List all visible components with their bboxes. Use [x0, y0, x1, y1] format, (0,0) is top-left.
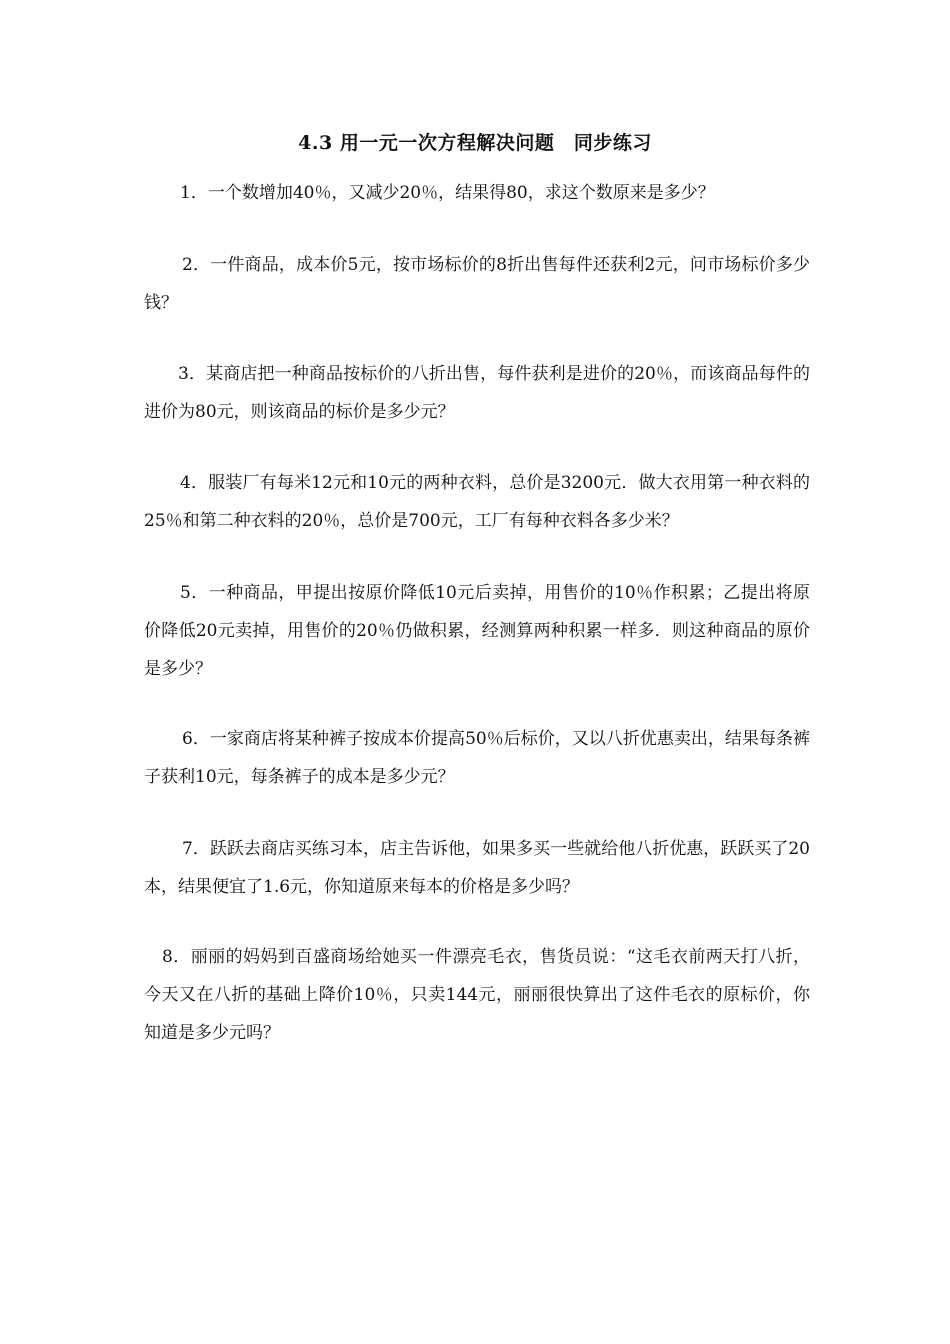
question-2: 2．一件商品，成本价5元，按市场标价的8折出售每件还获利2元，问市场标价多少钱？: [144, 255, 810, 313]
question-7: 7．跃跃去商店买练习本，店主告诉他，如果多买一些就给他八折优惠，跃跃买了20本，结果便宜了1.6元，你知道原来每本的价格是多少吗？: [144, 839, 810, 897]
question-4: 4．服装厂有每米12元和10元的两种衣料，总价是3200元．做大衣用第一种衣料的25％和第二种衣料的20％，总价是700元，工厂有每种衣料各多少米？: [144, 473, 810, 531]
question-3: 3．某商店把一种商品按标价的八折出售，每件获利是进价的20％，而该商品每件的进价为80元，则该商品的标价是多少元？: [144, 364, 810, 422]
question-6: 6．一家商店将某种裤子按成本价提高50％后标价，又以八折优惠卖出，结果每条裤子获利10元，每条裤子的成本是多少元？: [144, 729, 810, 787]
page-title: 4.3 用一元一次方程解决问题 同步练习: [298, 132, 652, 154]
question-1: 1．一个数增加40％，又减少20％，结果得80，求这个数原来是多少？: [180, 183, 715, 203]
question-8: 8．丽丽的妈妈到百盛商场给她买一件漂亮毛衣，售货员说：“这毛衣前两天打八折，今天又在八折的基础上降价10％，只卖144元，丽丽很快算出了这件毛衣的原标价，你知道是多少元吗？: [144, 947, 810, 1043]
question-5: 5．一种商品，甲提出按原价降低10元后卖掉，用售价的10％作积累；乙提出将原价降低20元卖掉，用售价的20％仍做积累，经测算两种积累一样多．则这种商品的原价是多少？: [144, 583, 810, 679]
